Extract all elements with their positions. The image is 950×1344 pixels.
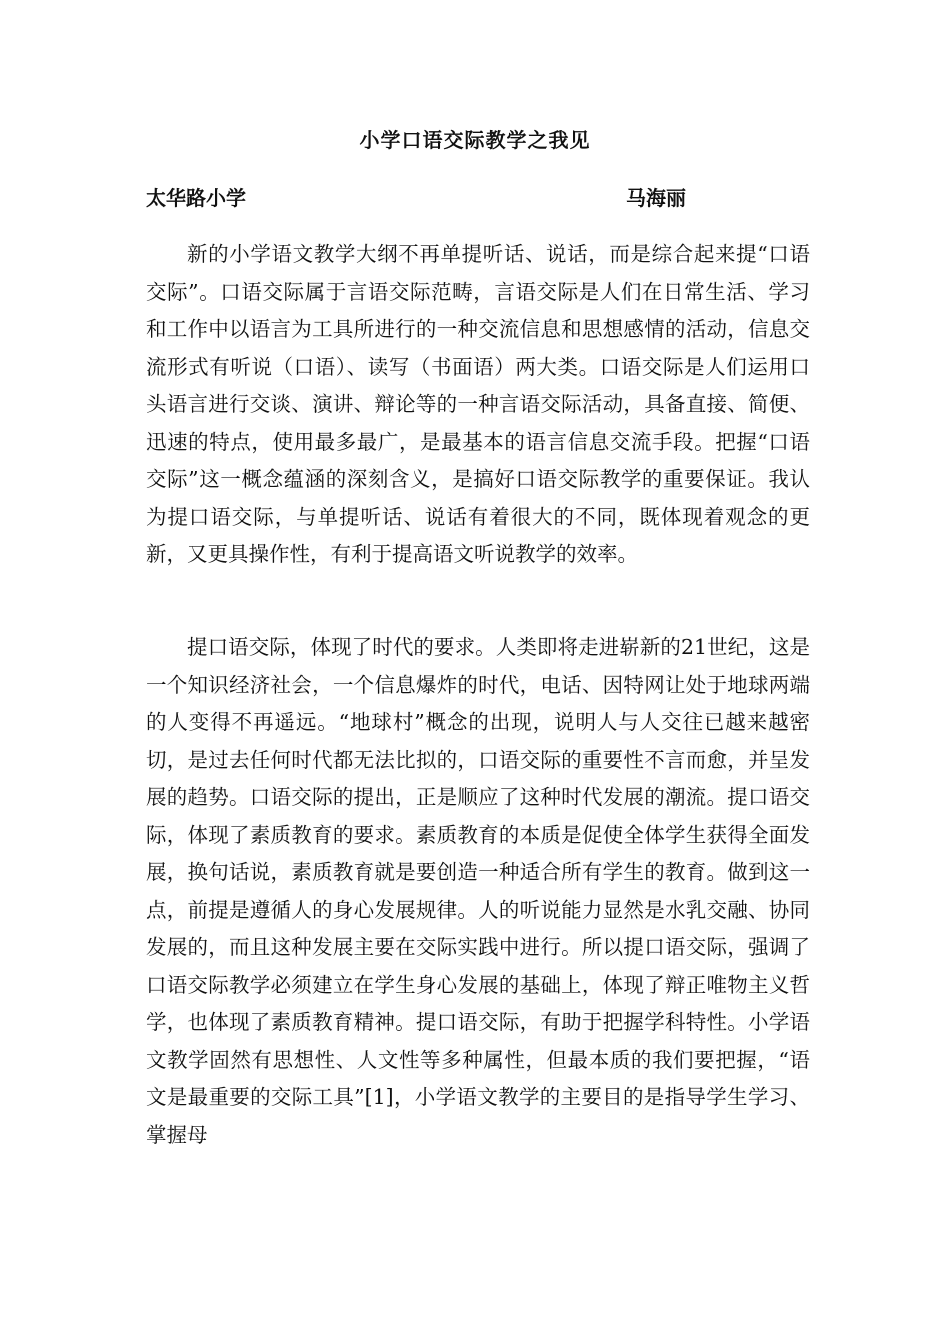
document-title: 小学口语交际教学之我见 [359,128,591,152]
paragraph-2: 提口语交际，体现了时代的要求。人类即将走进崭新的21世纪，这是一个知识经济社会，一个信息爆炸的时代，电话、因特网让处于地球两端的人变得不再遥远。“地球村”概念的出现，说明人与人交往已越来越密切，是过去任何时代都无法比拟的，口语交际的重要性不言而愈，并呈发展的趋势。口语交际的提出，正是顺应了这种时代发展的潮流。提口语交际，体现了素质教育的要求。素质教育的本质是促使全体学生获得全面发展，换句话说，素质教育就是要创造一种适合所有学生的教育。做到这一点，前提是遵循人的身心发展规律。人的听说能力显然是水乳交融、协同发展的，而且这种发展主要在交际实践中进行。所以提口语交际，强调了口语交际教学必须建立在学生身心发展的基础上，体现了辩正唯物主义哲学，也体现了素质教育精神。提口语交际，有助于把握学科特性。小学语文教学固然有思想性、人文性等多种属性，但最本质的我们要把握，“语文是最重要的交际工具”[1]，小学语文教学的主要目的是指导学生学习、掌握母 [146,635,810,1147]
paragraph-1: 新的小学语文教学大纲不再单提听话、说话，而是综合起来提“口语交际”。口语交际属于言语交际范畴，言语交际是人们在日常生活、学习和工作中以语言为工具所进行的一种交流信息和思想感情的活动，信息交流形式有听说（口语）、读写（书面语）两大类。口语交际是人们运用口头语言进行交谈、演讲、辩论等的一种言语交际活动，具备直接、简便、迅速的特点，使用最多最广，是最基本的语言信息交流手段。把握“口语交际”这一概念蕴涵的深刻含义，是搞好口语交际教学的重要保证。我认为提口语交际，与单提听话、说话有着很大的不同，既体现着观念的更新，又更具操作性，有利于提高语文听说教学的效率。 [146,242,810,566]
author-name: 马海丽 [626,186,686,210]
byline [146,182,806,212]
school-name: 太华路小学 [146,186,246,210]
